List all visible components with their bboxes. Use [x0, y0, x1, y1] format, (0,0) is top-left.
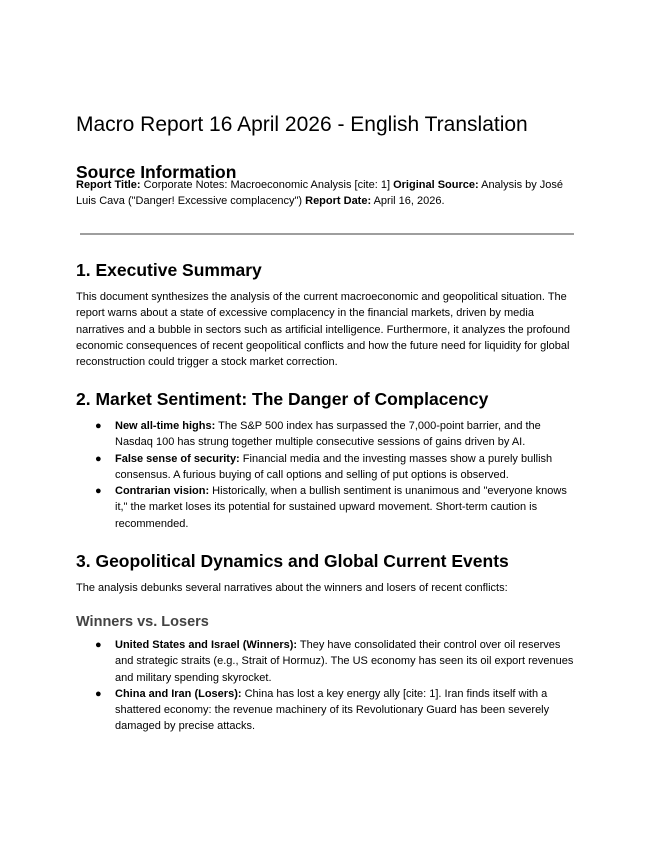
list-item [76, 451, 580, 484]
item-label: New all-time highs: [115, 420, 216, 432]
item-text: China has lost a key energy ally [cite: 1]. Iran finds itself with a shattered economy: the revenue machinery of its Revolutionary Guard has been severely damaged by precise attacks. [115, 687, 550, 733]
source-information-heading: Source Information [76, 161, 237, 182]
list-item [76, 686, 580, 735]
report-date-label: Report Date: [305, 195, 372, 208]
item-label: China and Iran (Losers): [115, 687, 242, 700]
list-item [76, 637, 580, 686]
bullet-icon: ● [95, 639, 102, 651]
item-text: Historically, when a bullish sentiment is unanimous and "everyone knows it," the market loses its potential for sustained upward movement. Short-term caution is recommended. [115, 485, 567, 530]
item-label: Contrarian vision: [115, 485, 210, 498]
horizontal-divider [80, 233, 574, 235]
list-item [76, 483, 580, 532]
executive-summary-body: This document synthesizes the analysis of the current macroeconomic and geopolitical situation. The report warns about a state of excessive complacency in the financial markets, driven by media narratives and a bubble in sectors such as artificial intelligence. Furthermore, it analyzes the profound economic consequences of recent geopolitical conflicts and how the future need for liquidity for global reconstruction could trigger a stock market correction. [76, 291, 571, 369]
executive-summary-heading: 1. Executive Summary [76, 260, 262, 280]
original-source-value: Analysis by José Luis Cava ("Danger! Excessive complacency") [76, 179, 564, 208]
winners-losers-subheading: Winners vs. Losers [76, 614, 209, 630]
market-sentiment-heading: 2. Market Sentiment: The Danger of Complacency [76, 389, 489, 409]
report-date-value: April 16, 2026. [371, 195, 445, 208]
bullet-icon: ● [95, 452, 102, 465]
item-text: The S&P 500 index has surpassed the 7,000-point barrier, and the Nasdaq 100 has strung together multiple consecutive sessions of gains driven by AI. [115, 420, 541, 449]
item-text: Financial media and the investing masses show a purely bullish consensus. A furious buying of call options and selling of put options is observed. [115, 452, 553, 481]
item-label: False sense of security: [115, 452, 240, 465]
geopolitics-intro: The analysis debunks several narratives about the winners and losers of recent conflicts: [76, 582, 508, 594]
item-label: United States and Israel (Winners): [115, 639, 298, 651]
original-source-label: Original Source: [393, 179, 479, 191]
report-title-value: Corporate Notes: Macroeconomic Analysis [cite: 1] [140, 179, 394, 191]
document-title: Macro Report 16 April 2026 - English Translation [76, 113, 528, 137]
item-text: They have consolidated their control over oil reserves and strategic straits (e.g., Strait of Hormuz). The US economy has seen its oil export revenues and military spending skyrocket. [115, 639, 574, 684]
source-information-text [76, 177, 578, 210]
market-sentiment-list [76, 418, 580, 532]
list-item [76, 418, 580, 451]
winners-losers-list [76, 637, 580, 735]
bullet-icon: ● [95, 687, 102, 700]
bullet-icon: ● [95, 420, 102, 432]
geopolitics-heading: 3. Geopolitical Dynamics and Global Current Events [76, 551, 509, 571]
report-title-label: Report Title: [76, 179, 141, 191]
bullet-icon: ● [95, 485, 102, 498]
